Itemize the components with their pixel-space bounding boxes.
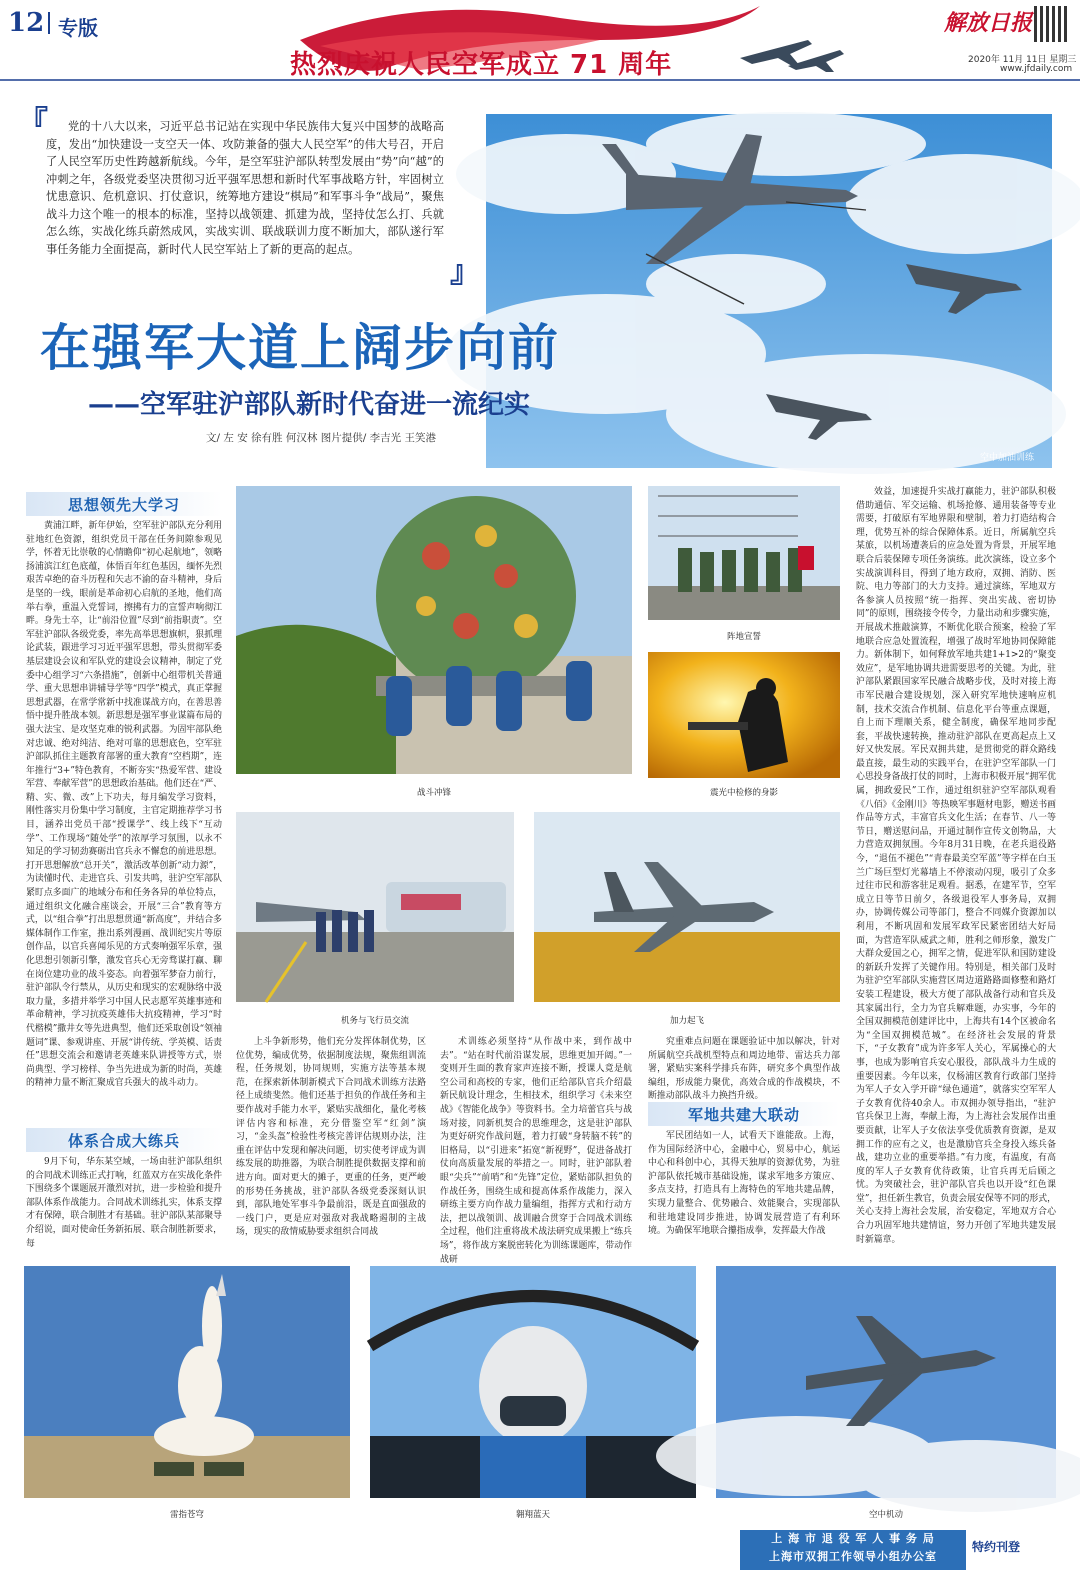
caption-position-oath: 阵地宣誓 — [726, 632, 761, 642]
section-head-study: 思想领先大学习 — [26, 492, 222, 516]
caption-maneuver: 空中机动 — [868, 1510, 903, 1520]
hero-caption: 空中加油训练 — [980, 453, 1035, 463]
open-bracket-icon: 『 — [18, 105, 48, 140]
column-3-text: 术训练必须坚持“从作战中来，到作战中去”。“站在时代前沿谋发展，思维更加开阔。”一变则开生面的教育家声连接不断，授课人竟是航空公司和高校的专家，他们正给部队官兵介绍最新民航设计理念，生相技术，组织学习《未来空战》《智能化战争》等资料书。全力培蕾官兵与战场对接，同新机契合的思维理念，这是驻沪部队为更好研究作战问题，着力打破“身转脑不转”的旧格局，以“引进来”拓宽“新视野”，促进备战打仗向高质量发展的举措之一。同时，驻沪部队着眼“尖兵”“前哨”和“先锋”定位，紧贴部队担负的作战任务，围绕生成和提高体系作战能力，深入研练主要方向作战力量编组，指挥方式和行动方法，把以战领训、战训融合贯穿于合同战术训练全过程，他们注重将战术战法研究成果搬上“练兵场”，将作战方案脱密转化为训练课题库，带动作战研 — [440, 1037, 632, 1265]
hero-photo-aerial-refueling — [486, 114, 1052, 468]
intro-paragraph: 党的十八大以来，习近平总书记站在实现中华民族伟大复兴中国梦的战略高度，发出“加快建设一支空天一体、攻防兼备的强大人民空军”的伟大号召，开启了人民空军历史性跨越新航线。今年，是空军驻沪部队转型发展由“势”向“越”的冲刺之年，各级党委坚决贯彻习近平强军思想和新时代军事战略方针，牢固树立忧患意识、危机意识、打仗意识，统筹地方建设“棋局”和军事斗争“战局”，聚焦战斗力这个唯一的根本的标准，坚持以战领建、抓建为战，坚持仗怎么打、兵就怎么练，实战化练兵蔚然成风，实战实训、联战联训力度不断加大，部队遂行军事任务能力全面提高，新时代人民空军站上了新的更高的起点。 — [46, 120, 444, 256]
close-bracket-icon: 』 — [450, 255, 480, 290]
column-1-text: 黄浦江畔，新年伊始，空军驻沪部队充分利用驻地红色资源，组织党员干部在任务间隙参观见学，怀着无比崇敬的心情瞻仰“初心起航地”，领略扬浦滨江红色底蕴，体悟百年红色基因，缅怀先烈艰苦卓绝的奋斗历程和矢志不渝的奋斗精神，身后是坚的一线，眼前是革命初心启航的圣地，他们高举右拳，重温入党誓词，擦拂有力的宣誓声响彻江畔。身先士卒，让“前沿位置”尽到“前指职责”。空军驻沪部队各级党委，率先高举思想旗帜，狠抓理论武装，跟进学习习近平强军思想，带头贯彻军委基层建设会议和军队党的建设会议精神，制定了党委中心组学习“六条措施”，创新中心组带机关普通学、重大思想串讲辅导学等“四学”模式，真正掌握思想武器，在常学常新中找准谋战方向，在善思善悟中提升胜战本领。新思想是强军事业谋篇布局的强大法宝、是攻坚克难的锐利武器。为固牢部队绝对忠诚、绝对纯洁、绝对可靠的思想底色，空军驻沪部队抓住主题教育部署的重大教育“空档期”，连年推行“3+”特色教育，不断夯实“热爱军营、建设军营、奉献军营”的思想政治基础。他们还在“严、精、实、微、改”上下功夫，每月编发学习资料，刚性落实月份集中学习制度，主官定期推荐学习书目，涵养出党员干部“授课学”、线上线下“互动学”、工作现场“随处学”的浓厚学习氛围，以永不知足的学习韧劲赛砺出官兵永不懈怠的前进思想。打开思想解放“总开关”，激活改革创新“动力源”，为读懂时代、走进官兵、引发共鸣，驻沪空军部队紧盯点多面广的地域分布和任务各异的单位特点，通过组织文化融合座谈会，开展“三合”教育等方式，以“组合拳”打出思想贯通“新高度”，并结合多媒体制作工作室，推出系列漫画、战训纪实片等原创作品，以官兵喜闻乐见的方式奏响强军乐章，强化思想引领新引擎，激发官兵心无旁骛谋打赢、聊在岗位建功业的战斗姿态。向着强军梦奋力前行，驻沪部队令行禁从，从历史和现实的宏观脉络中汲取力量，多措并举学习中国人民志愿军英雄事迹和革命精神，学习抗疫英雄伟大抗疫精神，学习“时代楷模”撒井女等先进典型，他们还采取创设“领袖题词”课、参观讲座、开展“讲传统、学英模、话责任”思想交流会和邀请老英雄来队讲授等方式，崇尚典型、学习榜样、争当先进成为新的时尚，英雄的精神力量不断汇聚成官兵强大的战斗动力。 — [26, 521, 222, 1089]
byline: 文/ 左 安 徐有胜 何汉林 图片提供/ 李吉光 王笑港 — [206, 432, 436, 444]
main-title: 在强军大道上阔步向前 — [40, 319, 560, 377]
caption-afterburner: 加力起飞 — [669, 1016, 704, 1026]
newspaper-logo: 解放日报 — [944, 10, 1033, 36]
banner-headline: 热烈庆祝人民空军成立 71 周年 — [290, 50, 673, 80]
photo-air-maneuver — [716, 1266, 1056, 1498]
photo-maintenance-silhouette — [648, 652, 840, 778]
caption-battle-charge: 战斗冲锋 — [416, 788, 451, 798]
section-label: 专版 — [58, 16, 98, 40]
column-2-text: 上斗争新形势，他们充分发挥体制优势，区位优势，编成优势，依据制度法规，聚焦组训流程，任务规划，协同规则，实施方法等基本规范，在探索新体制新模式下合同战术训练方法路径上成绩斐然。他们还基于担负的作战任务和主要作战对手能力水平，紧贴实战细化，量化考核评估内容和标准，充分借鉴空军“红剑”演习，“金头盔”检验性考核完善评估规则办法，注重在评估中发现和解决问题，切实使考评成为训练发展的助推器，为联合制胜提供数据支撑和前进方向。面对更大的摊子，更重的任务，更严峻的形势任务挑战，驻沪部队各级党委深刻认识到，部队地处军事斗争最前沿，既是直面强敌的一线门户，更是应对强敌对我战略遏制的主战场，现实的敌情威胁要求组织合同战 — [236, 1037, 426, 1238]
column-4-text: 究重难点问题在课题验证中加以解决，针对所属航空兵战机型特点和周边地带、雷达兵力部署，紧贴实案科学排兵布阵，研究多个典型作战编组，形成能力聚优，高效合成的作战模块，不断推动部队战斗力换挡升级。 — [648, 1037, 840, 1102]
website-url[interactable]: www.jfdaily.com — [1000, 64, 1073, 74]
sponsor-tag: 特约刊登 — [972, 1540, 1021, 1554]
caption-crew-exchange: 机务与飞行员交流 — [340, 1016, 409, 1026]
page-number: 12 — [8, 8, 54, 38]
section-head-joint: 军地共建大联动 — [648, 1102, 840, 1126]
sponsor-org-2: 上海市双拥工作领导小组办公室 — [769, 1550, 937, 1563]
column-1b-text: 9月下旬，华东某空域，一场由驻沪部队组织的合同战术训练正式打响，红蓝双方在实战化条件下围绕多个课题展开激烈对抗，进一步检验和提升部队体系作战能力。合同战术训练扎实，体系支撑才有保障，联合制胜才有基础。驻沪部队某部聚导介绍说，面对使命任务新拓展、联合制胜新要求，每 — [26, 1157, 222, 1249]
issue-date: 2020年 11月 11日 星期三 — [968, 55, 1077, 65]
photo-crew-pilot-exchange — [236, 812, 514, 1002]
section-head-training: 体系合成大练兵 — [26, 1128, 222, 1152]
caption-maintenance: 震光中检修的身影 — [709, 788, 778, 798]
photo-position-oath — [648, 486, 840, 620]
qr-code-icon — [1034, 6, 1070, 42]
sponsor-box — [740, 1530, 966, 1570]
caption-missile: 雷指苍穹 — [169, 1510, 204, 1520]
column-4b-text: 军民团结如一人，试看天下谁能敌。上海，作为国际经济中心，金融中心，贸易中心，航运中心和科创中心，其得天独厚的资源优势，为驻沪部队依托城市基础设施，谋求军地多方策应、多点支持，打造具有上海特色的军地共建品牌，实现力量整合、优势融合、效能聚合，实现部队和驻地建设同步推进，协调发展营造了有利环境。为确保军地联合攥指成拳，发挥最大作战 — [648, 1131, 840, 1237]
photo-pilot-cockpit — [370, 1266, 696, 1498]
photo-afterburner-takeoff — [534, 812, 840, 1002]
photo-missile-launch — [24, 1266, 350, 1498]
caption-pilot: 翱翔蓝天 — [515, 1510, 550, 1520]
column-5-text: 效益，加速提升实战打赢能力，驻沪部队积极借助通信、军交运输、机场抢修、通用装备等专业需要，打破原有军地界限和壁制，着力打造结构合理，优势互补的综合保障体系。近日，所属航空兵某旅，以机场遭袭后的应急处置为背景，开展军地联合后装保障专项任务演练。此次演练，设立多个实战演训科目，得到了地方政府，双拥、消防、医院、电力等部门的大力支持。通过演练，军地双方各参演人员按照“统一指挥、突出实战、密切协同”的原则，围绕接令传令，力量出动和步骤实施，开展战术推敲演算，不断优化联合预案，检验了军地联合应急处置流程，增强了战时军地协同保障能力。新体制下，如何释放军地共建1+1>2的“聚变效应”，是军地协调共进需要思考的关键。为此，驻沪部队紧跟国家军民融合战略步伐，及时对接上海市军民融合建设规划，深入研究军地快速响应机制，技术交流合作机制、信息化平台等重点课题，自上而下理顺关系，健全制度，确保军地同步配套，平战快速转换，推动驻沪部队在更高起点上又好又快发展。军民双拥共建，是贯彻党的群众路线最直接，最生动的实践平台，在驻沪空军部队一门心思投身备战打仗的同时，上海市积极开展“拥军优属，拥政爱民”工作，通过组织驻沪空军部队观看《八佰》《金刚川》等热映军事题材电影，赠送书画作品等方式，丰富官兵文化生活；在春节、八一等节日，赠送慰问品，开通过制作宣传文创物品，大力营造双拥氛围。今年8月31日晚，在老兵退役路今，“退伍不褪色”“青春最美空军蓝”等字样在白玉兰广场巨型灯光幕墙上不停滚动闪现，吸引了众多过往市民和游客驻足观看。据悉，在建军节，空军成立日等节日前夕，各级退役军人事务局，双拥办，协调传媒公司等部门，整合不同媒介资源加以利用，不断巩固和发展军政军民紧密团结大好局面，为营造军队威武之师，胜利之师形象，激发广大群众爱国之心，拥军之情，促进军队和国防建设的新跃升发挥了关键作用。特别是，相关部门及时为驻沪空军部队实施营区周边道路路面修整和路灯安装工程建设，极大方便了部队战备行动和官兵及其家属出行，全力为官兵解难题，办实事，今年的全国双拥模范创建评比中，上海共有14个区被命名为“全国双拥模范城”。在经济社会发展的背景下，“子女教育”成为许多军人关心，军属操心的大事，也成为影响官兵安心服役，部队战斗力生成的重要因素。今年以来，仅杨浦区教育行政部门坚持为军人子女入学开辟“绿色通道”，就落实空军军人子女教育优待40余人。市双拥办领导指出，“驻沪官兵保卫上海，奉献上海，为上海社会发展作出重要贡献，让军人子女依法享受优质教育资源，是双拥工作的应有之义，也是激励官兵全身投入练兵备战，建功立业的重要举措。”有力度，有温度，有高度的军人子女教育优待政策，让官兵再无后顾之忧。为突破社会，驻沪部队官兵也以开设“红色课堂”，担任新生教官，负责会展安保等不同的形式，关心支持上海社会发展，治安稳定，军地双方合心合力巩固军地共建情谊，努力开创了军地共建发展时新篇章。 — [856, 487, 1056, 1245]
photo-battle-charge — [236, 486, 632, 774]
sub-title: ——空军驻沪部队新时代奋进一流纪实 — [88, 390, 531, 420]
sponsor-org-1: 上 海 市 退 役 军 人 事 务 局 — [771, 1532, 935, 1545]
